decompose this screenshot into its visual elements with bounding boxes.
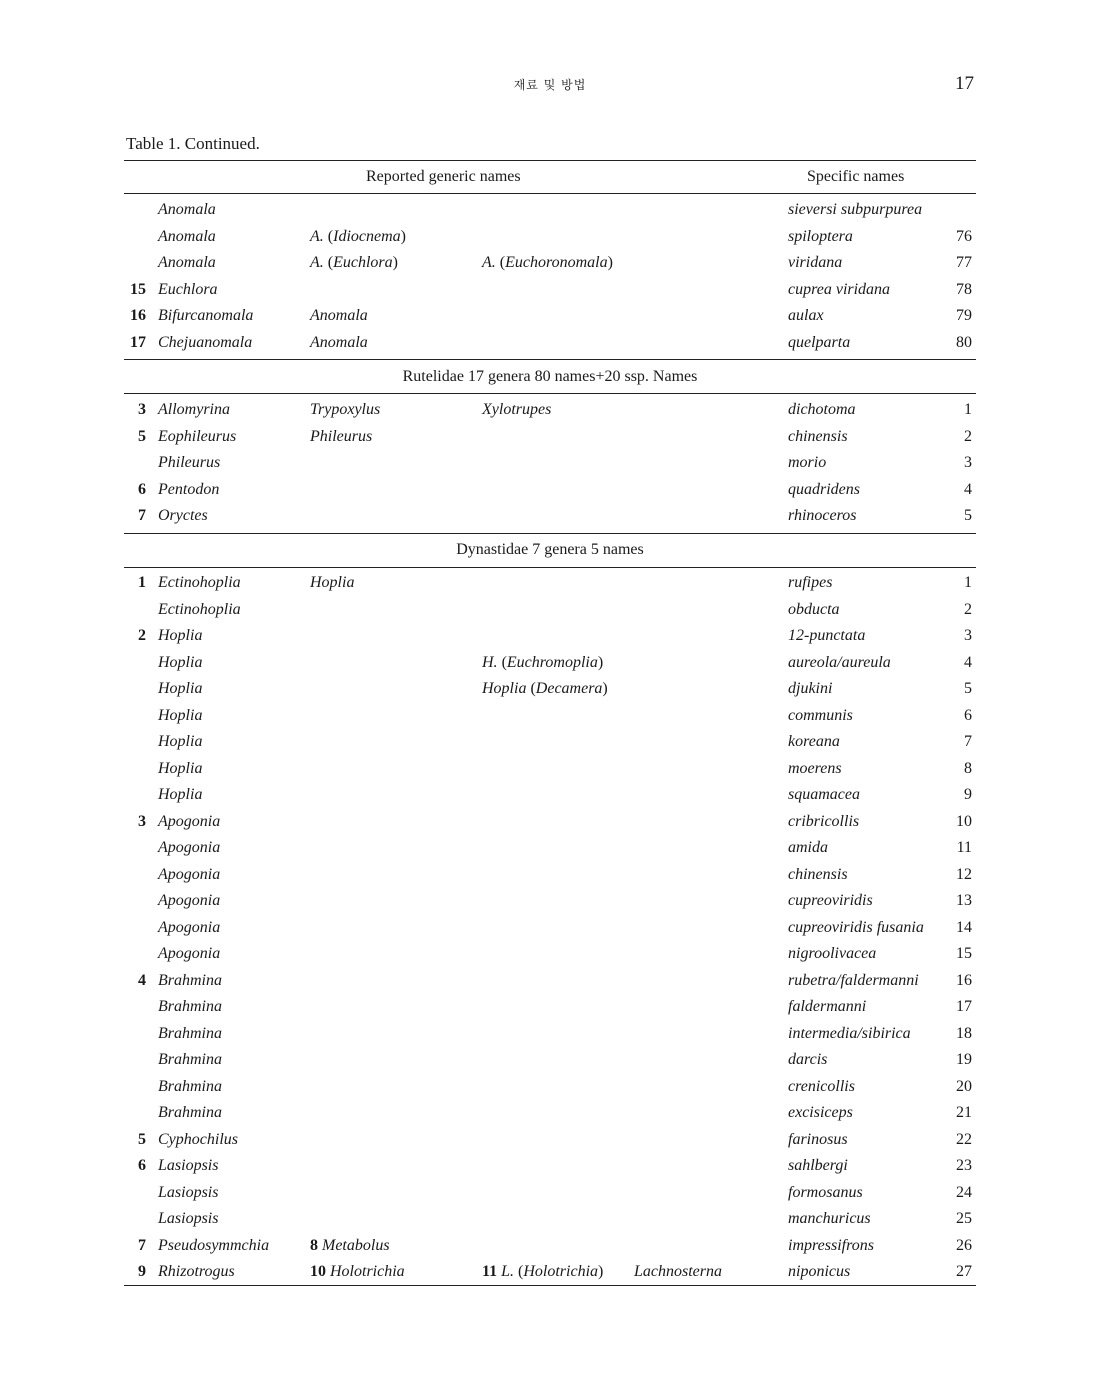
- specific-name: crenicollis: [788, 1077, 855, 1095]
- table-row: [124, 1184, 976, 1210]
- table-row: [124, 1104, 976, 1130]
- table-row: [124, 1157, 976, 1183]
- reported-genus: Apogonia: [158, 812, 221, 830]
- synonym-genus: Xylotrupes: [482, 401, 552, 418]
- specific-name: rubetra/faldermanni: [788, 971, 919, 989]
- table-row: [124, 281, 976, 307]
- table-row: [124, 866, 976, 892]
- table-row: [124, 481, 976, 507]
- reported-genus: Hoplia: [158, 786, 203, 803]
- table-row: [124, 786, 976, 812]
- table-row: [124, 972, 976, 998]
- specific-name: sahlbergi: [788, 1157, 848, 1174]
- species-count: 9: [964, 786, 972, 803]
- reported-genus: Phileurus: [158, 454, 221, 471]
- genus-number: 7: [138, 507, 146, 524]
- reported-genus: Brahmina: [158, 998, 222, 1015]
- specific-name: squamacea: [788, 786, 860, 803]
- table-row: [124, 507, 976, 533]
- specific-name: obducta: [788, 600, 840, 618]
- species-count: 2: [964, 600, 972, 618]
- synonym-genus: Anomala: [310, 307, 368, 324]
- species-count: 76: [956, 227, 972, 245]
- genus-number: 8: [310, 1236, 322, 1254]
- species-count: 15: [956, 945, 972, 962]
- table-row: [124, 919, 976, 945]
- specific-name: excisiceps: [788, 1104, 853, 1121]
- genus-number: 16: [130, 307, 146, 324]
- species-count: 22: [956, 1130, 972, 1148]
- species-count: 1: [964, 574, 972, 591]
- genus-number: 10: [310, 1263, 330, 1280]
- genus-number: 11: [482, 1263, 502, 1280]
- genus-number: 7: [138, 1236, 146, 1254]
- species-count: 4: [964, 653, 972, 671]
- specific-name: quelparta: [788, 333, 851, 351]
- specific-name: intermedia/sibirica: [788, 1024, 911, 1042]
- reported-genus: Oryctes: [158, 507, 208, 524]
- table-row: [124, 1025, 976, 1051]
- synonym-genus: Lachnosterna: [634, 1263, 722, 1280]
- species-count: 27: [956, 1263, 972, 1280]
- table-bottom-rule: [124, 1285, 976, 1286]
- reported-genus: Lasiopsis: [158, 1183, 219, 1201]
- table-row: [124, 601, 976, 627]
- genus-number: 6: [138, 1157, 146, 1174]
- specific-name: chinensis: [788, 427, 848, 445]
- synonym-genus: Phileurus: [310, 427, 373, 445]
- specific-name: viridana: [788, 254, 843, 271]
- reported-genus: Rhizotrogus: [158, 1263, 235, 1280]
- section-b-bottom-rule: [124, 533, 976, 534]
- reported-genus: Brahmina: [158, 971, 222, 989]
- reported-genus: Allomyrina: [158, 401, 230, 418]
- species-count: 14: [956, 918, 972, 936]
- specific-name: cupreoviridis fusania: [788, 918, 924, 936]
- table-row: [124, 201, 976, 227]
- synonym-genus: Trypoxylus: [310, 401, 381, 418]
- species-count: 17: [956, 998, 972, 1015]
- species-count: 10: [956, 812, 972, 830]
- section-c-top-rule: [124, 567, 976, 568]
- table-row: [124, 945, 976, 971]
- specific-name: niponicus: [788, 1263, 851, 1280]
- reported-genus: Apogonia: [158, 865, 221, 883]
- reported-genus: Cyphochilus: [158, 1130, 238, 1148]
- reported-genus: Hoplia: [158, 653, 203, 671]
- reported-genus: Eophileurus: [158, 427, 237, 445]
- reported-genus: Lasiopsis: [158, 1157, 219, 1174]
- specific-name: koreana: [788, 733, 840, 750]
- table-row: [124, 680, 976, 706]
- specific-name: faldermanni: [788, 998, 867, 1015]
- synonym-genus: 8 Metabolus: [310, 1236, 390, 1254]
- table-row: [124, 334, 976, 360]
- species-count: 2: [964, 427, 972, 445]
- genus-number: 3: [138, 401, 146, 418]
- table-row: [124, 1051, 976, 1077]
- specific-name: manchuricus: [788, 1210, 871, 1227]
- reported-genus: Hoplia: [158, 627, 203, 644]
- specific-name: aureola/aureula: [788, 653, 891, 671]
- reported-genus: Pentodon: [158, 480, 220, 498]
- species-count: 3: [964, 454, 972, 471]
- genus-number: 5: [138, 427, 146, 445]
- table-row: [124, 401, 976, 427]
- specific-name: impressifrons: [788, 1236, 874, 1254]
- species-count: 16: [956, 971, 972, 989]
- table-row: [124, 839, 976, 865]
- species-count: 20: [956, 1077, 972, 1095]
- table-row: [124, 707, 976, 733]
- table-row: [124, 760, 976, 786]
- specific-name: quadridens: [788, 480, 860, 498]
- specific-name: cuprea viridana: [788, 280, 891, 298]
- synonym-genus: Anomala: [310, 333, 368, 351]
- specific-name: 12-punctata: [788, 627, 866, 644]
- specific-name: farinosus: [788, 1130, 848, 1148]
- reported-genus: Lasiopsis: [158, 1210, 219, 1227]
- genus-number: 6: [138, 480, 146, 498]
- synonym-genus: H. (Euchromoplia): [482, 653, 604, 671]
- specific-name: communis: [788, 706, 853, 724]
- species-count: 3: [964, 627, 972, 644]
- species-count: 13: [956, 892, 972, 909]
- specific-name: sieversi subpurpurea: [788, 201, 923, 218]
- specific-name: cupreoviridis: [788, 892, 873, 909]
- genus-number: 2: [138, 627, 146, 644]
- species-count: 5: [964, 507, 972, 524]
- section-c-title: Dynastidae 7 genera 5 names: [456, 541, 644, 558]
- section-b-top-rule: [124, 393, 976, 394]
- species-count: 23: [956, 1157, 972, 1174]
- synonym-genus: Hoplia (Decamera): [482, 680, 608, 697]
- header-rule: [124, 193, 976, 194]
- synonym-genus: A. (Idiocnema): [310, 227, 406, 245]
- reported-genus: Hoplia: [158, 706, 203, 724]
- species-count: 11: [956, 839, 972, 856]
- table-row: [124, 892, 976, 918]
- species-count: 80: [956, 333, 972, 351]
- specific-name: chinensis: [788, 865, 848, 883]
- running-head: 재료 및 방법: [513, 78, 587, 92]
- reported-genus: Hoplia: [158, 733, 203, 750]
- table-row: [124, 254, 976, 280]
- genus-number: 5: [138, 1130, 146, 1148]
- table-top-rule: [124, 160, 976, 161]
- genus-number: 1: [138, 574, 146, 591]
- specific-name: moerens: [788, 759, 842, 777]
- reported-genus: Apogonia: [158, 839, 221, 856]
- species-count: 12: [956, 865, 972, 883]
- specific-name: darcis: [788, 1051, 828, 1068]
- specific-name: djukini: [788, 680, 833, 697]
- reported-genus: Brahmina: [158, 1077, 222, 1095]
- reported-genus: Apogonia: [158, 945, 221, 962]
- species-count: 19: [956, 1051, 972, 1068]
- reported-genus: Brahmina: [158, 1051, 222, 1068]
- species-count: 79: [956, 307, 972, 324]
- table-row: [124, 733, 976, 759]
- species-count: 25: [956, 1210, 972, 1227]
- table-row: [124, 998, 976, 1024]
- table-row: [124, 1210, 976, 1236]
- reported-genus: Brahmina: [158, 1024, 222, 1042]
- species-count: 4: [964, 480, 972, 498]
- reported-genus: Anomala: [158, 227, 216, 245]
- header-generic-names: Reported generic names: [366, 168, 521, 185]
- page-number: 17: [955, 73, 974, 94]
- synonym-genus: 11 L. (Holotrichia): [482, 1263, 604, 1280]
- table-row: [124, 574, 976, 600]
- table-row: [124, 454, 976, 480]
- section-a-bottom-rule: [124, 359, 976, 360]
- synonym-genus: A. (Euchoronomala): [482, 254, 613, 271]
- specific-name: rhinoceros: [788, 507, 857, 524]
- table-row: [124, 228, 976, 254]
- reported-genus: Apogonia: [158, 918, 221, 936]
- reported-genus: Hoplia: [158, 759, 203, 777]
- specific-name: morio: [788, 454, 827, 471]
- reported-genus: Anomala: [158, 254, 216, 271]
- genus-number: 4: [138, 971, 146, 989]
- specific-name: aulax: [788, 307, 824, 324]
- species-count: 26: [956, 1236, 972, 1254]
- reported-genus: Hoplia: [158, 680, 203, 697]
- genus-number: 9: [138, 1263, 146, 1280]
- specific-name: rufipes: [788, 574, 833, 591]
- specific-name: nigroolivacea: [788, 945, 877, 962]
- genus-number: 3: [138, 812, 146, 830]
- reported-genus: Brahmina: [158, 1104, 222, 1121]
- synonym-genus: 10 Holotrichia: [310, 1263, 405, 1280]
- table-caption: Table 1. Continued.: [126, 134, 260, 153]
- table-row: [124, 1078, 976, 1104]
- header-specific-names: Specific names: [807, 168, 905, 185]
- genus-number: 15: [130, 280, 146, 298]
- table-row: [124, 654, 976, 680]
- table-row: [124, 1131, 976, 1157]
- species-count: 21: [956, 1104, 972, 1121]
- species-count: 18: [956, 1024, 972, 1042]
- specific-name: amida: [788, 839, 828, 856]
- species-count: 5: [964, 680, 972, 697]
- reported-genus: Ectinohoplia: [158, 600, 241, 618]
- reported-genus: Pseudosymmchia: [158, 1236, 270, 1254]
- reported-genus: Anomala: [158, 201, 216, 218]
- species-count: 77: [956, 254, 972, 271]
- reported-genus: Chejuanomala: [158, 333, 253, 351]
- reported-genus: Ectinohoplia: [158, 574, 241, 591]
- reported-genus: Euchlora: [158, 280, 218, 298]
- species-count: 6: [964, 706, 972, 724]
- species-count: 7: [964, 733, 972, 750]
- species-count: 8: [964, 759, 972, 777]
- reported-genus: Bifurcanomala: [158, 307, 254, 324]
- specific-name: cribricollis: [788, 812, 860, 830]
- species-count: 78: [956, 280, 972, 298]
- table-row: [124, 627, 976, 653]
- table-row: [124, 1237, 976, 1263]
- specific-name: formosanus: [788, 1183, 863, 1201]
- synonym-genus: Hoplia: [310, 574, 355, 591]
- genus-number: 17: [130, 333, 146, 351]
- specific-name: dichotoma: [788, 401, 856, 418]
- synonym-genus: A. (Euchlora): [310, 254, 398, 271]
- specific-name: spiloptera: [788, 227, 853, 245]
- reported-genus: Apogonia: [158, 892, 221, 909]
- section-b-title: Rutelidae 17 genera 80 names+20 ssp. Names: [402, 368, 698, 385]
- species-count: 1: [964, 401, 972, 418]
- species-count: 24: [956, 1183, 972, 1201]
- table-row: [124, 813, 976, 839]
- table-row: [124, 307, 976, 333]
- table-row: [124, 428, 976, 454]
